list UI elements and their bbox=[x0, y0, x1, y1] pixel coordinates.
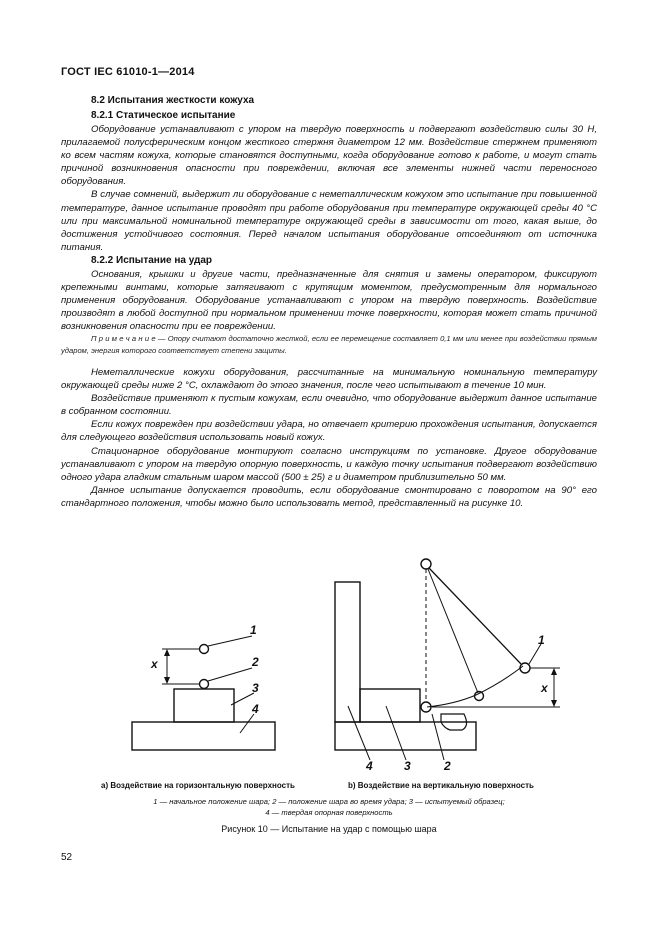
subsection-static-title: 8.2.1 Статическое испытание bbox=[91, 110, 236, 121]
impact-paragraph-1: Основания, крышки и другие части, предназначенные для снятия и замены оператором, фиксируют крепежными винтами, которые затягивают с крутящим моментом, предусмотренным для нормального применения оборудования. Оборудование устанавливают с упором на твердую поверхность. Воздействие производят в любой доступной при нормальном применении точке поверхности, которая может стать причиной возникновения опасности при ее повреждении. bbox=[61, 269, 597, 333]
specimen-a bbox=[174, 689, 234, 722]
ball-initial-b bbox=[520, 663, 530, 673]
figure-caption-a: а) Воздействие на горизонтальную поверхность bbox=[101, 781, 295, 790]
static-paragraph-2: В случае сомнений, выдержит ли оборудование с неметаллическим кожухом это испытание при повышенной температуре, данное испытание проводят при работе оборудования при температуре окружающей среды 40 °С или при максимальной номинальной температуре окружающей среды в зависимости от того, какая выше, до достижения устойчивого состояния. Перед началом испытания оборудование отсоединяют от источника питания. bbox=[61, 189, 597, 253]
label-2-b: 2 bbox=[444, 759, 451, 773]
figure-10-drawing bbox=[0, 550, 661, 780]
page-number: 52 bbox=[61, 852, 73, 863]
ball-initial-a bbox=[200, 645, 209, 654]
label-2-a: 2 bbox=[252, 655, 259, 669]
impact-paragraph-2: Неметаллические кожухи оборудования, рассчитанные на минимальную номинальную температуру окружающей среды ниже 2 °С, охлаждают до этого значения, после чего испытывают в течение 10 мин. bbox=[61, 367, 597, 392]
ball-impact-a bbox=[200, 680, 209, 689]
label-x-a: x bbox=[151, 657, 158, 671]
static-paragraph-1: Оборудование устанавливают с упором на твердую поверхность и подвергают воздействию силы 30 Н, прилагаемой полусферическим концом жесткого стержня диаметром 12 мм. Воздействие стержнем применяют ко всем частям кожуха, которые становятся доступными, когда оборудование готово к работе, и могут стать причиной возникновения опасности при повреждении, включая все элементы нижней части переносного оборудования. bbox=[61, 124, 597, 188]
label-x-b: x bbox=[541, 681, 548, 695]
impact-text-2 bbox=[61, 366, 597, 510]
impact-note bbox=[61, 333, 597, 357]
note-text: Опору считают достаточно жесткой, если ее перемещение составляет 0,1 мм или менее при воздействии прямым ударом, энергия которого соответствует степени защиты. bbox=[61, 334, 597, 355]
label-1-a: 1 bbox=[250, 623, 257, 637]
label-4-b: 4 bbox=[366, 759, 373, 773]
support-wall-b bbox=[335, 582, 360, 722]
section-title: 8.2 Испытания жесткости кожуха bbox=[91, 95, 255, 106]
figure-legend bbox=[61, 796, 597, 818]
impact-paragraph-6: Данное испытание допускается проводить, если оборудование смонтировано с поворотом на 90° его стандартного положения, чтобы можно было использовать метод, представленный на рисунке 10. bbox=[61, 484, 597, 509]
note-label: П р и м е ч а н и е — bbox=[91, 334, 166, 343]
impact-text-1 bbox=[61, 268, 597, 333]
label-3-b: 3 bbox=[404, 759, 411, 773]
support-surface-a bbox=[132, 722, 275, 750]
legend-line-2: 4 — твердая опорная поверхность bbox=[265, 808, 393, 817]
impact-paragraph-5: Стационарное оборудование монтируют согласно инструкциям по установке. Другое оборудование устанавливают с упором на твердую опорную поверхность, и каждую точку испытания подвергают воздействию одного удара гладким стальным шаром массой (500 ± 25) г и диаметром приблизительно 50 мм. bbox=[61, 445, 597, 483]
label-1-b: 1 bbox=[538, 633, 545, 647]
figure-caption-b: b) Воздействие на вертикальную поверхность bbox=[348, 781, 534, 790]
static-text bbox=[61, 123, 597, 254]
document-header: ГОСТ IEC 61010-1—2014 bbox=[61, 66, 195, 78]
impact-paragraph-4: Если кожух поврежден при воздействии удара, но отвечает критерию прохождения испытания, допускается для следующего воздействия использовать новый кожух. bbox=[61, 419, 597, 444]
figure-title: Рисунок 10 — Испытание на удар с помощью шара bbox=[221, 824, 437, 834]
subsection-impact-title: 8.2.2 Испытание на удар bbox=[91, 255, 213, 266]
legend-line-1: 1 — начальное положение шара; 2 — положение шара во время удара; 3 — испытуемый образец; bbox=[153, 797, 505, 806]
label-3-a: 3 bbox=[252, 681, 259, 695]
impact-paragraph-3: Воздействие применяют к пустым кожухам, если очевидно, что оборудование выдержит данное испытание в собранном состоянии. bbox=[61, 393, 597, 418]
ball-mid-b bbox=[475, 692, 484, 701]
label-4-a: 4 bbox=[252, 702, 259, 716]
pendulum-pivot bbox=[421, 559, 431, 569]
